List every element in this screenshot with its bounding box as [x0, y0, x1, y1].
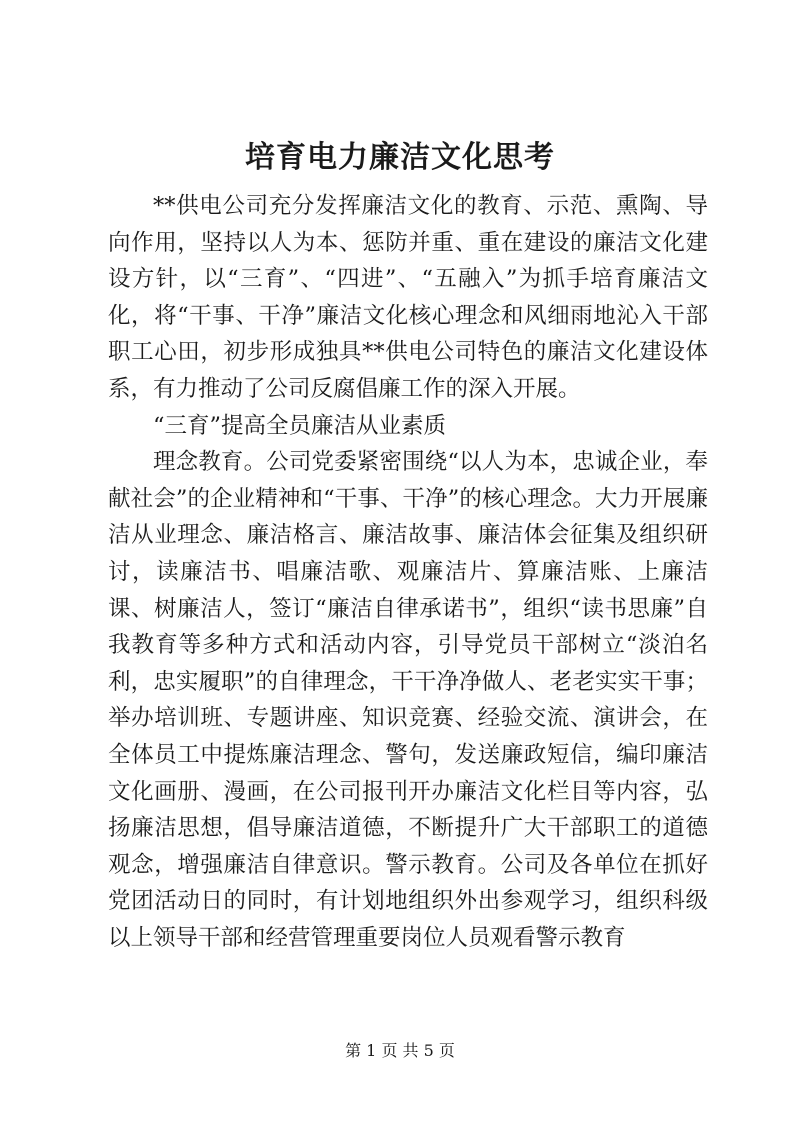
- body-paragraph: 理念教育。公司党委紧密围绕“以人为本，忠诚企业，奉献社会”的企业精神和“干事、干净”的核心理念。大力开展廉洁从业理念、廉洁格言、廉洁故事、廉洁体会征集及组织研讨，读廉洁书、唱廉洁歌、观廉洁片、算廉洁账、上廉洁课、树廉洁人，签订“廉洁自律承诺书”，组织“读书思廉”自我教育等多种方式和活动内容，引导党员干部树立“淡泊名利，忠实履职”的自律理念，干干净净做人、老老实实干事；举办培训班、专题讲座、知识竞赛、经验交流、演讲会，在全体员工中提炼廉洁理念、警句，发送廉政短信，编印廉洁文化画册、漫画，在公司报刊开办廉洁文化栏目等内容，弘扬廉洁思想，倡导廉洁道德，不断提升广大干部职工的道德观念，增强廉洁自律意识。警示教育。公司及各单位在抓好党团活动日的同时，有计划地组织外出参观学习，组织科级以上领导干部和经营管理重要岗位人员观看警示教育: [108, 449, 708, 951]
- section-heading: “三育”提高全员廉洁从业素质: [153, 412, 447, 439]
- page-footer: 第 1 页 共 5 页: [345, 1041, 455, 1060]
- intro-paragraph: **供电公司充分发挥廉洁文化的教育、示范、熏陶、导向作用，坚持以人为本、惩防并重、重在建设的廉洁文化建设方针，以“三育”、“四进”、“五融入”为抓手培育廉洁文化，将“干事、干净”廉洁文化核心理念和风细雨地沁入干部职工心田，初步形成独具**供电公司特色的廉洁文化建设体系，有力推动了公司反腐倡廉工作的深入开展。: [108, 193, 708, 402]
- document-body: [108, 188, 708, 956]
- document-title: 培育电力廉洁文化思考: [245, 140, 555, 175]
